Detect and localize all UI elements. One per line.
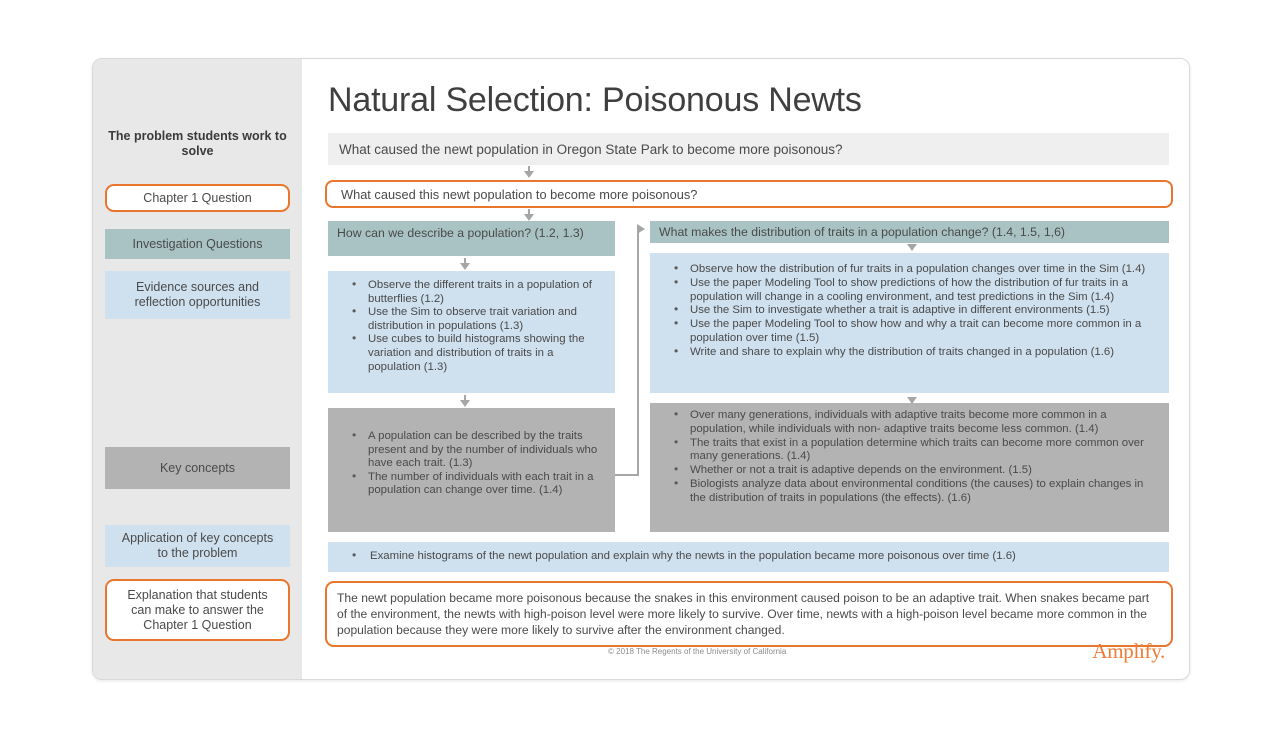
- investigation-question-header-1: [328, 221, 615, 256]
- key-concepts-box-1: [328, 408, 615, 532]
- sidebar-item-label: Key concepts: [159, 460, 236, 475]
- list-item: • Use the paper Modeling Tool to show predictions of how the distribution of fur traits in a population will change in a cooling environment, and test predictions in the Sim (1.4): [674, 277, 1159, 305]
- application-bar: [328, 542, 1169, 572]
- arrow-down-icon: [907, 244, 917, 251]
- evidence-box-1: [328, 271, 615, 393]
- list-item: • Use cubes to build histograms showing the variation and distribution of traits in a population (1.3): [352, 333, 605, 374]
- investigation-question-text: What makes the distribution of traits in a population change? (1.4, 1.5, 1,6): [659, 224, 1066, 239]
- sidebar-item-key-concepts[interactable]: [105, 447, 290, 489]
- arrow-right-icon: [637, 224, 645, 234]
- list-item: • Biologists analyze data about environmental conditions (the causes) to explain changes in the distribution of traits in populations (the effects). (1.6): [674, 478, 1159, 506]
- sidebar-item-chapter-1-question[interactable]: [105, 184, 290, 212]
- arrow-down-icon: [460, 400, 470, 407]
- investigation-question-header-2: [650, 221, 1169, 243]
- sidebar-item-label: Chapter 1 Question: [143, 190, 252, 205]
- explanation-box: [325, 581, 1173, 647]
- key-concepts-list-2: [654, 409, 1159, 506]
- connector-elbow-vertical: [637, 229, 639, 475]
- slide-canvas: [92, 58, 1190, 680]
- sidebar-item-investigation-questions[interactable]: [105, 229, 290, 259]
- sidebar-item-label: Investigation Questions: [132, 236, 263, 251]
- investigation-question-text: How can we describe a population? (1.2, 1.3): [337, 226, 584, 240]
- key-concepts-box-2: [650, 403, 1169, 532]
- arrow-down-icon: [524, 171, 534, 178]
- sidebar-item-explanation[interactable]: [105, 579, 290, 641]
- chapter-question-bar: [325, 180, 1173, 208]
- list-item: • Examine histograms of the newt population and explain why the newts in the population became more poisonous over time (1.6): [352, 550, 1169, 564]
- list-item: • Whether or not a trait is adaptive depends on the environment. (1.5): [674, 464, 1159, 478]
- list-item: • Use the Sim to observe trait variation and distribution in populations (1.3): [352, 306, 605, 333]
- arrow-down-icon: [524, 214, 534, 221]
- top-question-text: What caused the newt population in Oregon State Park to become more poisonous?: [339, 141, 843, 157]
- sidebar-heading: The problem students work to solve: [108, 129, 287, 158]
- page-title: Natural Selection: Poisonous Newts: [328, 81, 862, 119]
- top-question-bar: [328, 133, 1169, 165]
- amplify-logo: Amplify.: [1092, 639, 1165, 663]
- sidebar-item-label: Explanation that students can make to answer the Chapter 1 Question: [127, 587, 268, 632]
- copyright-notice: © 2018 The Regents of the University of California: [608, 647, 787, 656]
- list-item: • The number of individuals with each trait in a population can change over time. (1.4): [352, 471, 605, 498]
- list-item: • A population can be described by the traits present and by the number of individuals who have each trait. (1.3): [352, 430, 605, 471]
- list-item: • Over many generations, individuals with adaptive traits become more common in a population, while individuals with non- adaptive traits become less common. (1.4): [674, 409, 1159, 437]
- legend-sidebar: [93, 59, 302, 679]
- list-item: • Observe how the distribution of fur traits in a population changes over time in the Sim (1.4): [674, 263, 1159, 277]
- list-item: • Observe the different traits in a population of butterflies (1.2): [352, 279, 605, 306]
- connector-elbow-horizontal: [615, 474, 639, 476]
- explanation-text: The newt population became more poisonous because the snakes in this environment caused poison to be an adaptive trait. When snakes became part of the environment, the newts with high-poison level were more likely to survive. Over time, newts with a high-poison level became more common in the population because they were more likely to survive after the environment changed.: [337, 591, 1150, 637]
- sidebar-item-label: Evidence sources and reflection opportunities: [134, 280, 261, 309]
- evidence-list-1: [332, 279, 605, 374]
- list-item: • Write and share to explain why the distribution of traits changed in a population (1.6): [674, 346, 1159, 360]
- list-item: • Use the paper Modeling Tool to show how and why a trait can become more common in a population over time (1.5): [674, 318, 1159, 346]
- key-concepts-list-1: [332, 430, 605, 498]
- slide-main: [302, 59, 1189, 679]
- arrow-down-icon: [460, 263, 470, 270]
- application-list: [332, 550, 1169, 564]
- sidebar-item-application-of-key-concepts[interactable]: [105, 525, 290, 567]
- chapter-question-text: What caused this newt population to become more poisonous?: [341, 186, 698, 202]
- list-item: • Use the Sim to investigate whether a trait is adaptive in different environments (1.5): [674, 304, 1159, 318]
- sidebar-item-evidence-sources[interactable]: [105, 271, 290, 319]
- list-item: • The traits that exist in a population determine which traits can become more common over many generations. (1.4): [674, 437, 1159, 465]
- evidence-list-2: [654, 263, 1159, 360]
- evidence-box-2: [650, 253, 1169, 393]
- sidebar-item-label: Application of key concepts to the problem: [121, 531, 274, 560]
